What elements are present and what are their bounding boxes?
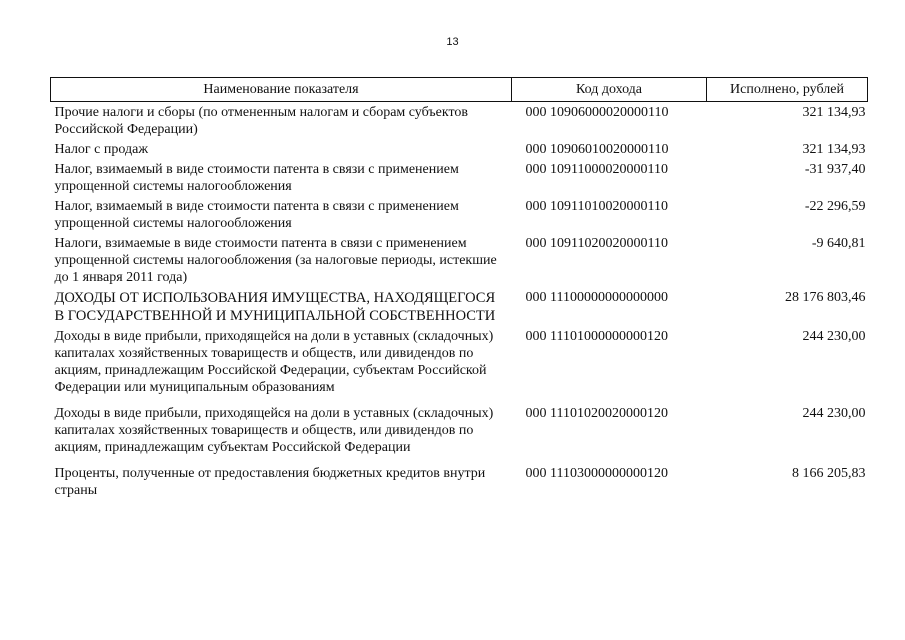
income-code: 000 11101020020000120	[525, 406, 668, 421]
indicator-name: Доходы в виде прибыли, приходящейся на доли в уставных (складочных) капиталах хозяйственных товариществ и обществ, или дивидендов по акциям, принадлежащим субъектам Российской Федерации	[54, 406, 494, 455]
table-header-row	[51, 78, 868, 102]
table-row	[51, 328, 868, 405]
executed-amount: -22 296,59	[804, 199, 866, 214]
income-code: 000 10911020020000110	[525, 236, 668, 251]
income-code: 000 11103000000000120	[525, 466, 668, 481]
indicator-name: Прочие налоги и сборы (по отмененным налогам и сборам субъектов Российской Федерации)	[54, 105, 469, 137]
table-row	[51, 465, 868, 502]
income-code: 000 10911000020000110	[525, 162, 668, 177]
income-code: 000 10906010020000110	[525, 142, 669, 157]
table-row	[51, 102, 868, 142]
table-row	[51, 141, 868, 161]
income-code: 000 10911010020000110	[525, 199, 668, 214]
executed-amount: 244 230,00	[802, 329, 866, 344]
income-code: 000 11101000000000120	[525, 329, 668, 344]
executed-amount: 28 176 803,46	[785, 290, 866, 305]
table-row	[51, 235, 868, 289]
executed-amount: -31 937,40	[804, 162, 866, 177]
executed-amount: 321 134,93	[802, 142, 866, 157]
revenue-table	[50, 77, 868, 502]
executed-amount: 8 166 205,83	[792, 466, 866, 481]
executed-amount: 244 230,00	[802, 406, 866, 421]
table-row	[51, 405, 868, 465]
executed-amount: -9 640,81	[811, 236, 866, 251]
indicator-name: Налоги, взимаемые в виде стоимости патента в связи с применением упрощенной системы налогообложения (за налоговые периоды, истекшие до 1 января 2011 года)	[54, 236, 497, 285]
executed-amount: 321 134,93	[802, 105, 866, 120]
header-indicator-name: Наименование показателя	[51, 78, 512, 102]
indicator-name: Налог, взимаемый в виде стоимости патента в связи с применением упрощенной системы налогообложения	[54, 162, 459, 194]
page-number: 13	[446, 36, 459, 48]
indicator-name: Доходы в виде прибыли, приходящейся на доли в уставных (складочных) капиталах хозяйственных товариществ и обществ, или дивидендов по акциям, принадлежащим Российской Федерации, субъектам Российской Федерации или муниципальным образованиям	[54, 329, 494, 395]
header-executed-rubles: Исполнено, рублей	[707, 78, 868, 102]
table-row	[51, 198, 868, 235]
indicator-name: Налог с продаж	[54, 142, 148, 157]
indicator-name: Проценты, полученные от предоставления бюджетных кредитов внутри страны	[54, 466, 486, 498]
indicator-name: ДОХОДЫ ОТ ИСПОЛЬЗОВАНИЯ ИМУЩЕСТВА, НАХОДЯЩЕГОСЯ В ГОСУДАРСТВЕННОЙ И МУНИЦИПАЛЬНОЙ СОБСТВЕННОСТИ	[54, 290, 496, 324]
income-code: 000 10906000020000110	[525, 105, 669, 120]
indicator-name: Налог, взимаемый в виде стоимости патента в связи с применением упрощенной системы налогообложения	[54, 199, 459, 231]
table-row	[51, 161, 868, 198]
header-income-code: Код дохода	[512, 78, 707, 102]
income-code: 000 11100000000000000	[525, 290, 668, 305]
table-row	[51, 289, 868, 328]
